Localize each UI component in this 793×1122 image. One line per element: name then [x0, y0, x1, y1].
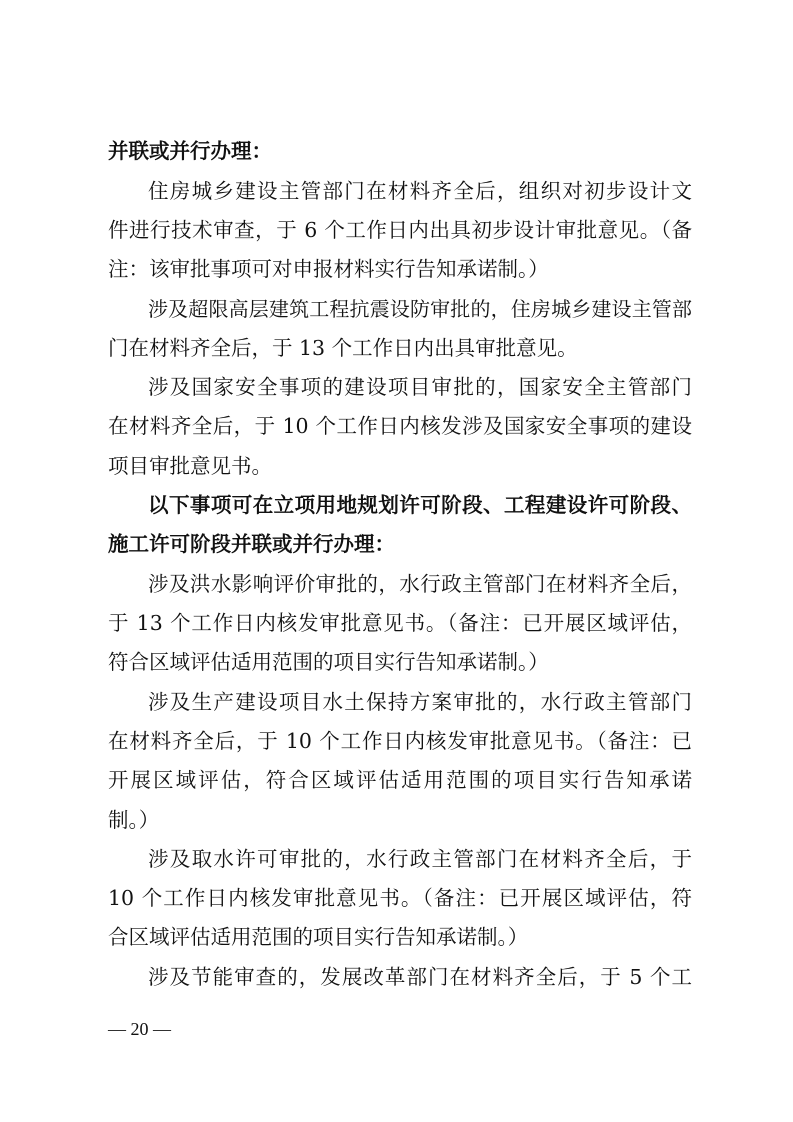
paragraph-1-line-1: 住房城乡建设主管部门在材料齐全后，组织对初步设计文	[148, 179, 692, 203]
paragraph-2-line-1: 涉及超限高层建筑工程抗震设防审批的，住房城乡建设主管部	[148, 297, 692, 321]
paragraph-6-line-2: 10 个工作日内核发审批意见书。（备注：已开展区域评估，符	[108, 886, 692, 910]
paragraph-3-line-3: 项目审批意见书。	[108, 454, 272, 478]
page-number: — 20 —	[108, 1019, 171, 1039]
heading-line: 并联或并行办理：	[108, 139, 272, 163]
paragraph-7-line-1: 涉及节能审查的，发展改革部门在材料齐全后，于 5 个工	[148, 965, 692, 989]
paragraph-4-line-1: 涉及洪水影响评价审批的，水行政主管部门在材料齐全后，	[148, 572, 692, 596]
paragraph-5-line-4: 制。）	[108, 808, 160, 832]
paragraph-4-line-2: 于 13 个工作日内核发审批意见书。（备注：已开展区域评估，	[108, 611, 692, 635]
section-heading-line-1: 以下事项可在立项用地规划许可阶段、工程建设许可阶段、	[148, 493, 692, 517]
paragraph-4-line-3: 符合区域评估适用范围的项目实行告知承诺制。）	[108, 650, 549, 674]
paragraph-6-line-3: 合区域评估适用范围的项目实行告知承诺制。）	[108, 925, 529, 949]
paragraph-5-line-2: 在材料齐全后，于 10 个工作日内核发审批意见书。（备注：已	[108, 729, 692, 753]
paragraph-3-line-2: 在材料齐全后，于 10 个工作日内核发涉及国家安全事项的建设	[108, 414, 692, 438]
paragraph-3-line-1: 涉及国家安全事项的建设项目审批的，国家安全主管部门	[148, 375, 692, 399]
paragraph-6-line-1: 涉及取水许可审批的，水行政主管部门在材料齐全后，于	[148, 847, 692, 871]
paragraph-5-line-3: 开展区域评估，符合区域评估适用范围的项目实行告知承诺	[108, 768, 692, 792]
paragraph-1-line-3: 注：该审批事项可对申报材料实行告知承诺制。）	[108, 257, 549, 281]
paragraph-5-line-1: 涉及生产建设项目水土保持方案审批的，水行政主管部门	[148, 690, 692, 714]
paragraph-2-line-2: 门在材料齐全后，于 13 个工作日内出具审批意见。	[108, 336, 578, 360]
paragraph-1-line-2: 件进行技术审查，于 6 个工作日内出具初步设计审批意见。（备	[108, 218, 692, 242]
section-heading-line-2: 施工许可阶段并联或并行办理：	[108, 532, 395, 556]
